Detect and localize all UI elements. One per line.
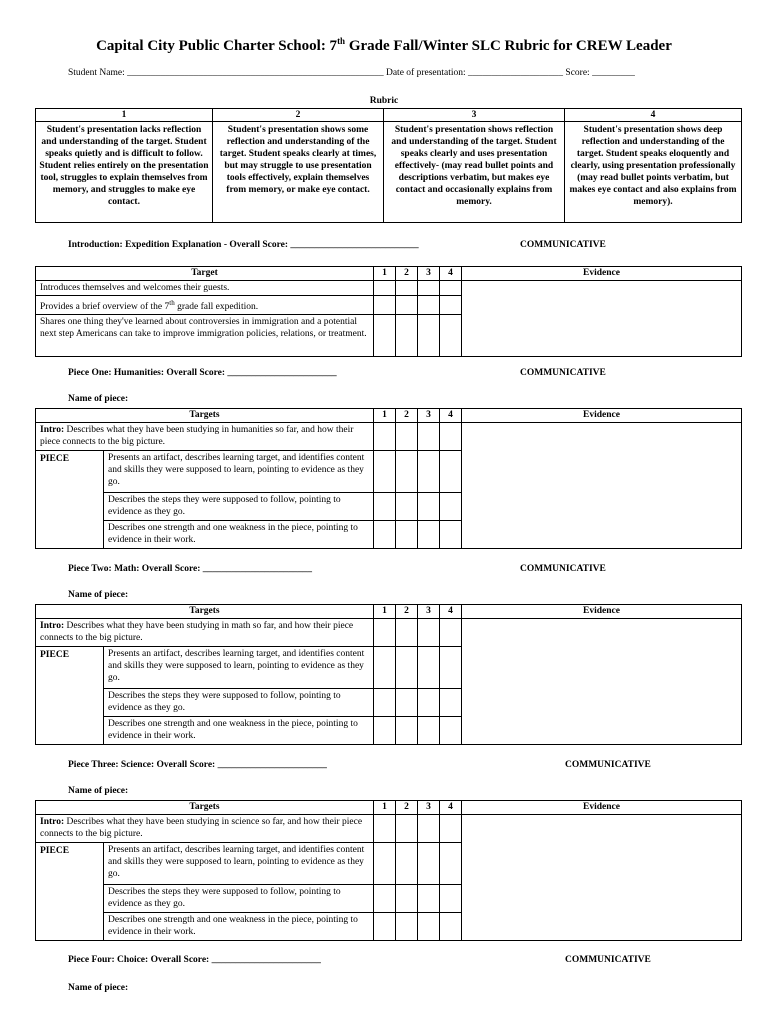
piece-col-targets: Targets [36, 605, 374, 619]
piece-item: Presents an artifact, describes learning target, and identifies content and skills they were supposed to learn, pointing to evidence as they go. [104, 843, 374, 885]
date-label: Date of presentation: [385, 68, 466, 78]
piece-item: Describes one strength and one weakness in the piece, pointing to evidence in their work. [104, 913, 374, 941]
score-cell[interactable] [440, 493, 462, 521]
piece-intro-row [36, 423, 374, 451]
piece-evidence-cell[interactable] [462, 619, 742, 745]
piece-one-communicative: COMMUNICATIVE [520, 368, 606, 378]
score-cell[interactable] [440, 885, 462, 913]
score-cell[interactable] [418, 843, 440, 885]
score-cell[interactable] [374, 815, 396, 843]
score-cell[interactable] [440, 281, 462, 296]
score-cell[interactable] [374, 885, 396, 913]
score-field[interactable]: _________ [592, 68, 635, 78]
score-cell[interactable] [396, 885, 418, 913]
rubric-desc-4: Student's presentation shows deep reflection and understanding of the target. Student speaks eloquently and clearly, using presentation professionally (may read bullet points verbatim, but makes eye contact and also explains from memory). [565, 122, 742, 223]
score-cell[interactable] [418, 815, 440, 843]
piece-col-targets: Targets [36, 409, 374, 423]
piece-item: Describes the steps they were supposed to follow, pointing to evidence as they go. [104, 885, 374, 913]
score-cell[interactable] [440, 451, 462, 493]
title-sup: th [337, 36, 346, 46]
intro-text: Describes what they have been studying in science so far, and how their piece connects to the big picture. [40, 817, 363, 839]
score-cell[interactable] [374, 296, 396, 315]
score-cell[interactable] [418, 913, 440, 941]
score-cell[interactable] [440, 843, 462, 885]
intro-col-target: Target [36, 267, 374, 281]
score-col-4: 4 [440, 409, 462, 423]
score-cell[interactable] [396, 913, 418, 941]
piece-one-table [35, 408, 742, 549]
score-col-4: 4 [440, 267, 462, 281]
score-cell[interactable] [418, 493, 440, 521]
score-cell[interactable] [418, 451, 440, 493]
rubric-header-3: 3 [384, 109, 565, 122]
score-cell[interactable] [374, 913, 396, 941]
score-cell[interactable] [374, 423, 396, 451]
intro-col-evidence: Evidence [462, 267, 742, 281]
piece-col-evidence: Evidence [462, 801, 742, 815]
title-pre: Capital City Public Charter School: 7 [96, 38, 338, 54]
score-cell[interactable] [374, 689, 396, 717]
score-col-2: 2 [396, 801, 418, 815]
page-title [0, 36, 768, 55]
piece-label: PIECE [36, 647, 104, 745]
date-field[interactable]: ____________________ [468, 68, 564, 78]
score-cell[interactable] [396, 423, 418, 451]
piece-col-evidence: Evidence [462, 605, 742, 619]
piece-four-communicative: COMMUNICATIVE [565, 955, 651, 965]
piece-label: PIECE [36, 451, 104, 549]
rubric-label: Rubric [369, 96, 399, 106]
score-col-2: 2 [396, 409, 418, 423]
intro-heading: Introduction: Expedition Explanation - Overall Score: ___________________________ [68, 240, 419, 250]
score-cell[interactable] [374, 521, 396, 549]
score-cell[interactable] [396, 717, 418, 745]
score-cell[interactable] [396, 451, 418, 493]
intro-label: Intro: [40, 621, 65, 631]
score-cell[interactable] [396, 296, 418, 315]
score-cell[interactable] [374, 315, 396, 357]
piece-three-name-label: Name of piece: [68, 786, 129, 796]
score-col-1: 1 [374, 605, 396, 619]
score-cell[interactable] [396, 619, 418, 647]
score-col-3: 3 [418, 801, 440, 815]
score-cell[interactable] [418, 619, 440, 647]
piece-item: Presents an artifact, describes learning target, and identifies content and skills they were supposed to learn, pointing to evidence as they go. [104, 647, 374, 689]
score-col-3: 3 [418, 605, 440, 619]
score-cell[interactable] [440, 647, 462, 689]
piece-one-heading: Piece One: Humanities: Overall Score: _______________________ [68, 368, 337, 378]
intro-text: Describes what they have been studying in humanities so far, and how their piece connects to the big picture. [40, 425, 354, 447]
student-name-field[interactable]: ______________________________________________________ [127, 68, 384, 78]
piece-evidence-cell[interactable] [462, 815, 742, 941]
intro-label: Intro: [40, 425, 65, 435]
score-col-3: 3 [418, 267, 440, 281]
score-cell[interactable] [418, 647, 440, 689]
score-cell[interactable] [374, 493, 396, 521]
score-cell[interactable] [396, 281, 418, 296]
score-col-1: 1 [374, 801, 396, 815]
score-col-4: 4 [440, 605, 462, 619]
rubric-header-2: 2 [213, 109, 384, 122]
score-cell[interactable] [418, 689, 440, 717]
score-cell[interactable] [396, 493, 418, 521]
piece-two-table [35, 604, 742, 745]
score-cell[interactable] [440, 689, 462, 717]
score-cell[interactable] [418, 315, 440, 357]
rubric-desc-1: Student's presentation lacks reflection and understanding of the target. Student speaks quietly and is difficult to follow. Student relies entirely on the presentation tool, struggles to explain themselves from memory, and struggles to make eye contact. [36, 122, 213, 223]
score-cell[interactable] [418, 521, 440, 549]
rubric-header-4: 4 [565, 109, 742, 122]
piece-three-table [35, 800, 742, 941]
score-cell[interactable] [374, 281, 396, 296]
score-cell[interactable] [440, 296, 462, 315]
piece-three-communicative: COMMUNICATIVE [565, 760, 651, 770]
student-info-line [68, 68, 635, 78]
score-col-1: 1 [374, 409, 396, 423]
row-text-sup: th [169, 299, 175, 307]
rubric-desc-2: Student's presentation shows some reflection and understanding of the target. Student speaks clearly at times, but may struggle to use presentation tools effectively, explain themselves from memory, or make eye contact. [213, 122, 384, 223]
intro-target-row: Shares one thing they've learned about controversies in immigration and a potential next step Americans can take to improve immigration policies, relations, or treatment. [36, 315, 374, 357]
intro-table [35, 266, 742, 357]
intro-text: Describes what they have been studying in math so far, and how their piece connects to the big picture. [40, 621, 354, 643]
intro-communicative: COMMUNICATIVE [520, 240, 606, 250]
score-cell[interactable] [418, 281, 440, 296]
score-cell[interactable] [440, 315, 462, 357]
score-cell[interactable] [374, 647, 396, 689]
rubric-table [35, 108, 742, 223]
score-cell[interactable] [440, 619, 462, 647]
score-col-3: 3 [418, 409, 440, 423]
piece-item: Presents an artifact, describes learning target, and identifies content and skills they were supposed to learn, pointing to evidence as they go. [104, 451, 374, 493]
score-cell[interactable] [440, 717, 462, 745]
score-cell[interactable] [374, 619, 396, 647]
score-label: Score: [565, 68, 590, 78]
intro-target-row [36, 296, 374, 315]
student-name-label: Student Name: [68, 68, 125, 78]
piece-label: PIECE [36, 843, 104, 941]
piece-item: Describes one strength and one weakness in the piece, pointing to evidence in their work. [104, 717, 374, 745]
piece-col-evidence: Evidence [462, 409, 742, 423]
row-text-post: grade fall expedition. [174, 302, 259, 313]
score-cell[interactable] [418, 717, 440, 745]
piece-two-heading: Piece Two: Math: Overall Score: _______________________ [68, 564, 313, 574]
score-cell[interactable] [396, 315, 418, 357]
rubric-header-1: 1 [36, 109, 213, 122]
piece-intro-row [36, 619, 374, 647]
piece-four-name-label: Name of piece: [68, 983, 129, 993]
piece-four-heading: Piece Four: Choice: Overall Score: _______________________ [68, 955, 321, 965]
piece-evidence-cell[interactable] [462, 423, 742, 549]
score-cell[interactable] [440, 521, 462, 549]
score-cell[interactable] [374, 451, 396, 493]
score-cell[interactable] [440, 423, 462, 451]
piece-item: Describes the steps they were supposed to follow, pointing to evidence as they go. [104, 689, 374, 717]
piece-item: Describes one strength and one weakness in the piece, pointing to evidence in their work. [104, 521, 374, 549]
piece-two-name-label: Name of piece: [68, 590, 129, 600]
score-cell[interactable] [418, 296, 440, 315]
score-cell[interactable] [396, 689, 418, 717]
intro-label: Intro: [40, 817, 65, 827]
score-cell[interactable] [440, 815, 462, 843]
score-cell[interactable] [418, 885, 440, 913]
score-cell[interactable] [396, 843, 418, 885]
title-post: Grade Fall/Winter SLC Rubric for CREW Leader [345, 38, 672, 54]
intro-evidence-cell[interactable] [462, 281, 742, 357]
piece-three-heading: Piece Three: Science: Overall Score: _______________________ [68, 760, 327, 770]
score-cell[interactable] [396, 815, 418, 843]
piece-intro-row [36, 815, 374, 843]
score-cell[interactable] [396, 647, 418, 689]
score-col-2: 2 [396, 267, 418, 281]
score-col-4: 4 [440, 801, 462, 815]
score-cell[interactable] [418, 423, 440, 451]
rubric-desc-3: Student's presentation shows reflection and understanding of the target. Student speaks clearly and uses presentation effectively- (may read bullet points and descriptions verbatim, but makes eye contact and occasionally explains from memory. [384, 122, 565, 223]
piece-one-name-label: Name of piece: [68, 394, 129, 404]
score-cell[interactable] [396, 521, 418, 549]
score-cell[interactable] [440, 913, 462, 941]
score-cell[interactable] [374, 717, 396, 745]
row-text-pre: Provides a brief overview of the 7 [40, 302, 170, 313]
piece-two-communicative: COMMUNICATIVE [520, 564, 606, 574]
intro-target-row: Introduces themselves and welcomes their guests. [36, 281, 374, 296]
piece-item: Describes the steps they were supposed to follow, pointing to evidence as they go. [104, 493, 374, 521]
score-cell[interactable] [374, 843, 396, 885]
score-col-1: 1 [374, 267, 396, 281]
score-col-2: 2 [396, 605, 418, 619]
piece-col-targets: Targets [36, 801, 374, 815]
